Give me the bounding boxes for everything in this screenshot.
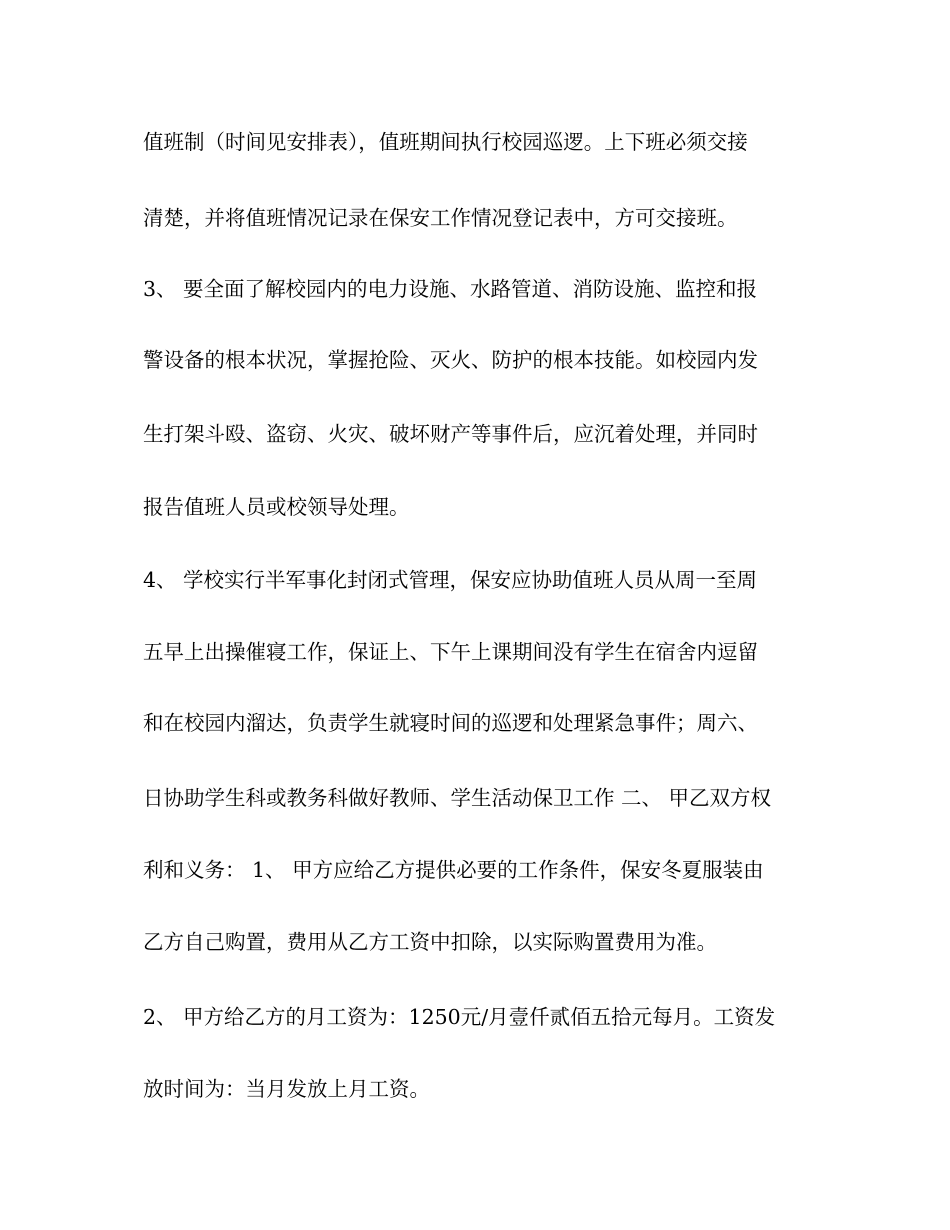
text-line: 警设备的根本状况，掌握抢险、灭火、防护的根本技能。如校园内发: [143, 348, 758, 372]
text-line: 3、 要全面了解校园内的电力设施、水路管道、消防设施、监控和报: [143, 277, 758, 301]
text-line: 值班制（时间见安排表），值班期间执行校园巡逻。上下班必须交接: [143, 130, 748, 154]
text-line: 放时间为：当月发放上月工资。: [143, 1077, 430, 1101]
text-line: 五早上出操催寝工作，保证上、下午上课期间没有学生在宿舍内逗留: [143, 640, 758, 664]
text-line: 日协助学生科或教务科做好教师、学生活动保卫工作 二、 甲乙双方权: [143, 786, 772, 810]
text-line: 利和义务： 1、 甲方应给乙方提供必要的工作条件，保安冬夏服装由: [143, 858, 764, 882]
text-line: 和在校园内溜达，负责学生就寝时间的巡逻和处理紧急事件；周六、: [143, 711, 758, 735]
text-line: 生打架斗殴、盗窃、火灾、破坏财产等事件后，应沉着处理，并同时: [143, 422, 758, 446]
text-line: 乙方自己购置，费用从乙方工资中扣除，以实际购置费用为准。: [143, 930, 717, 954]
text-line: 报告值班人员或校领导处理。: [143, 495, 410, 519]
text-line: 清楚，并将值班情况记录在保安工作情况登记表中，方可交接班。: [143, 206, 738, 230]
text-line: 4、 学校实行半军事化封闭式管理，保安应协助值班人员从周一至周: [143, 568, 758, 592]
text-line: 2、 甲方给乙方的月工资为：1250元/月壹仟贰佰五拾元每月。工资发: [143, 1005, 776, 1029]
